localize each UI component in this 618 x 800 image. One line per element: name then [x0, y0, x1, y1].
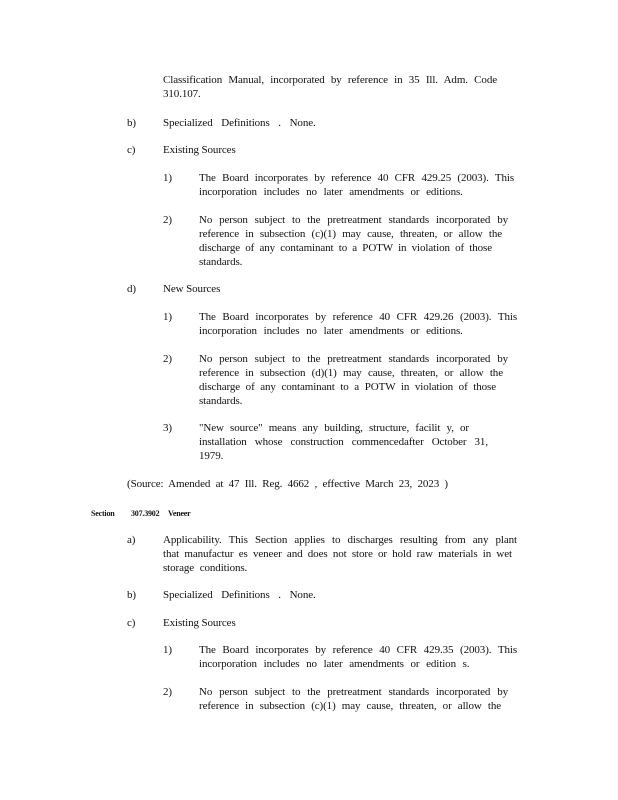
subsection-label: a): [127, 534, 136, 546]
paragraph-label: 3): [163, 422, 172, 434]
subsection-label: c): [127, 617, 136, 629]
text-line: incorporation includes no later amendments or editions.: [199, 186, 463, 198]
text-line: No person subject to the pretreatment standards incorporated by: [199, 214, 508, 226]
subsection-label: b): [127, 117, 136, 129]
text-line: The Board incorporates by reference 40 CFR 429.35 (2003). This: [199, 644, 517, 656]
paragraph-label: 2): [163, 214, 172, 226]
text-line: storage conditions.: [163, 562, 248, 574]
paragraph-label: 1): [163, 172, 172, 184]
text-line: discharge of any contaminant to a POTW in violation of those: [199, 242, 492, 254]
text-line: No person subject to the pretreatment standards incorporated by: [199, 353, 508, 365]
section-number: 307.3902: [131, 509, 160, 518]
section-title: Veneer: [168, 509, 191, 518]
paragraph-label: 1): [163, 644, 172, 656]
text-line: Specialized Definitions . None.: [163, 589, 316, 601]
subsection-label: d): [127, 283, 136, 295]
subsection-label: b): [127, 589, 136, 601]
text-line: reference in subsection (c)(1) may cause, threaten, or allow the: [199, 228, 502, 240]
paragraph-label: 1): [163, 311, 172, 323]
paragraph-label: 2): [163, 353, 172, 365]
text-line: Existing Sources: [163, 617, 236, 629]
text-line: reference in subsection (d)(1) may cause, threaten, or allow the: [199, 367, 503, 379]
text-line: 1979.: [199, 450, 224, 462]
text-line: The Board incorporates by reference 40 CFR 429.25 (2003). This: [199, 172, 514, 184]
section-label: Section: [91, 509, 115, 518]
text-line: New Sources: [163, 283, 221, 295]
paragraph-label: 2): [163, 686, 172, 698]
text-line: Classification Manual, incorporated by reference in 35 Ill. Adm. Code: [163, 74, 497, 86]
text-line: standards.: [199, 256, 243, 268]
text-line: incorporation includes no later amendments or edition s.: [199, 658, 470, 670]
text-line: installation whose construction commencedafter October 31,: [199, 436, 488, 448]
text-line: "New source" means any building, structure, facilit y, or: [199, 422, 469, 434]
text-line: that manufactur es veneer and does not store or hold raw materials in wet: [163, 548, 512, 560]
subsection-label: c): [127, 144, 136, 156]
text-line: discharge of any contaminant to a POTW in violation of those: [199, 381, 496, 393]
text-line: Specialized Definitions . None.: [163, 117, 316, 129]
text-line: reference in subsection (c)(1) may cause, threaten, or allow the: [199, 700, 501, 712]
text-line: standards.: [199, 395, 243, 407]
text-line: Applicability. This Section applies to discharges resulting from any plant: [163, 534, 517, 546]
text-line: incorporation includes no later amendments or editions.: [199, 325, 463, 337]
text-line: Existing Sources: [163, 144, 236, 156]
text-line: No person subject to the pretreatment standards incorporated by: [199, 686, 508, 698]
text-line: 310.107.: [163, 88, 201, 100]
text-line: The Board incorporates by reference 40 CFR 429.26 (2003). This: [199, 311, 517, 323]
source-note: (Source: Amended at 47 Ill. Reg. 4662 , effective March 23, 2023 ): [127, 478, 448, 490]
